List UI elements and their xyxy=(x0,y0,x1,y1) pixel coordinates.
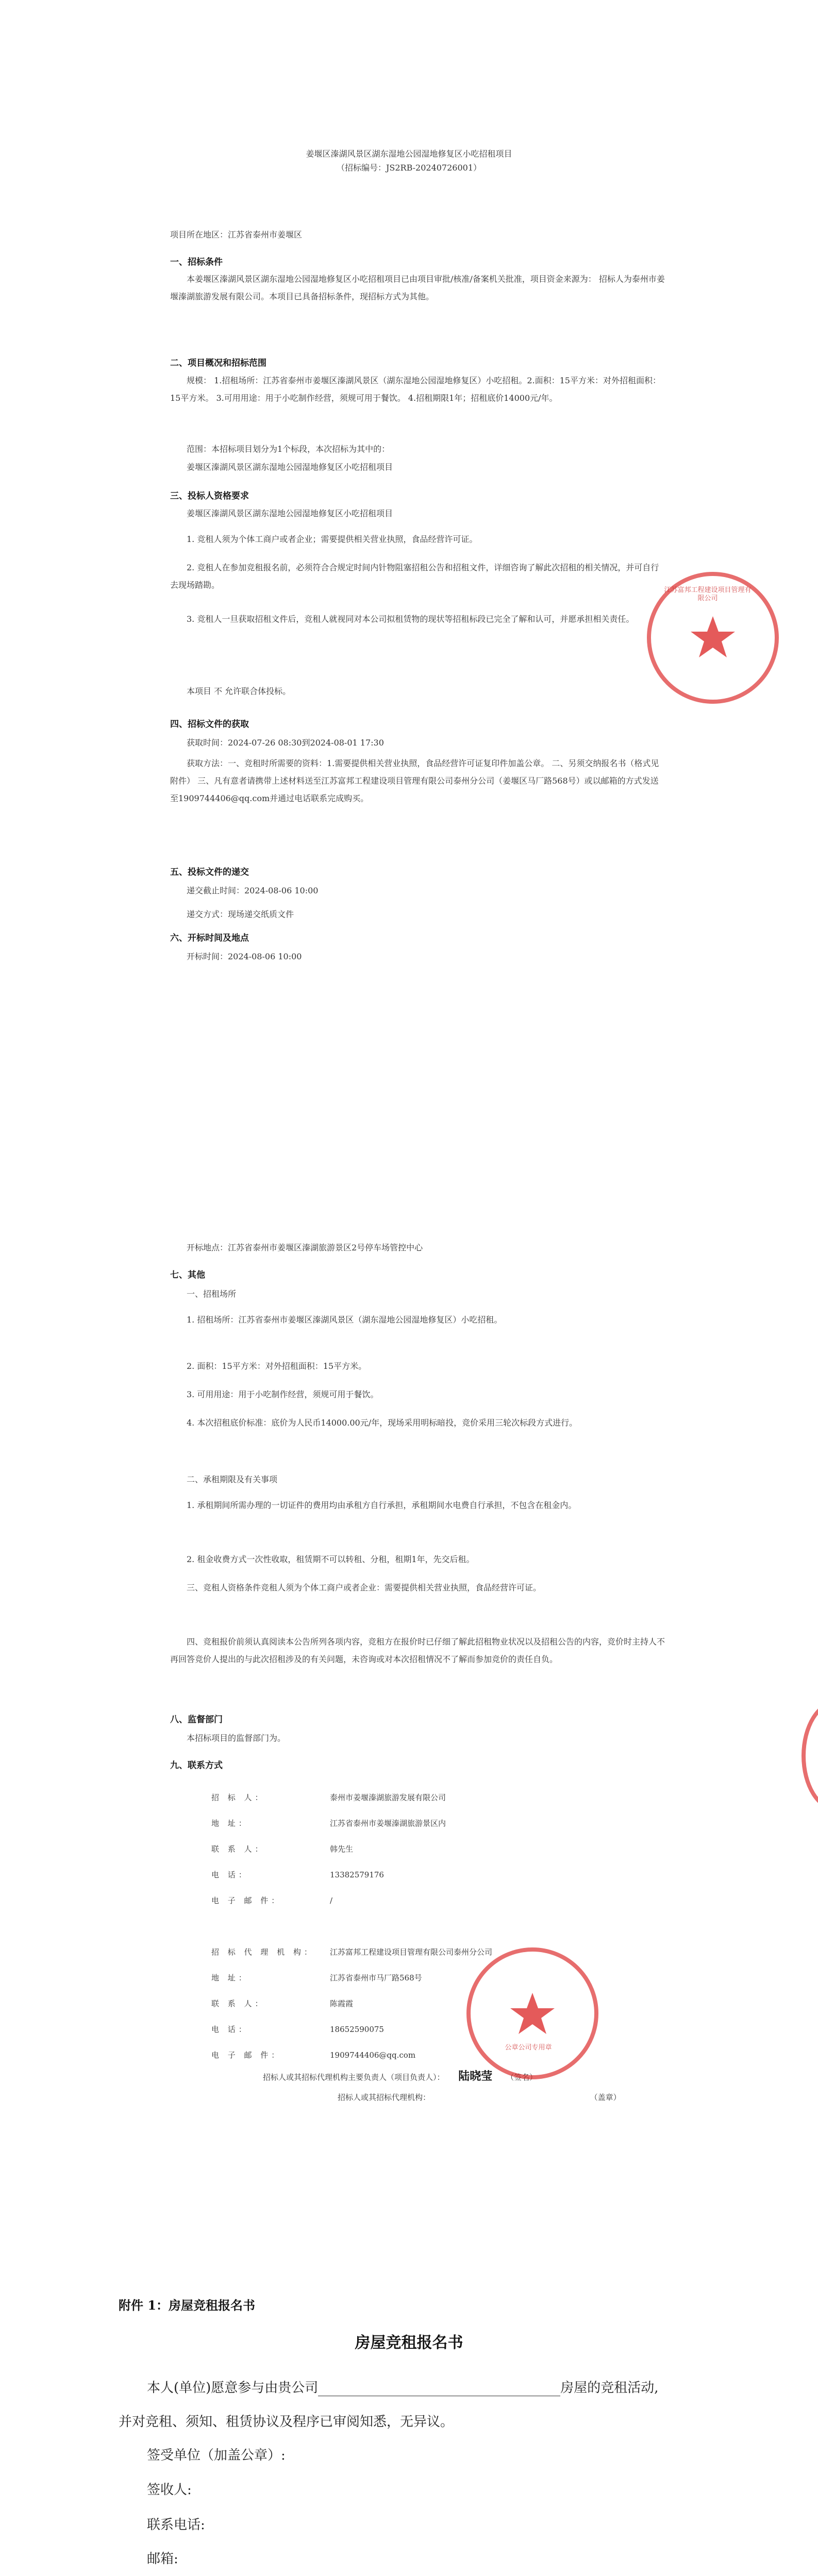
contact-row xyxy=(211,1895,332,1906)
form-line: 并对竞租、须知、租赁协议及程序已审阅知悉，无异议。 xyxy=(119,2414,454,2430)
section-heading: 五、投标文件的递交 xyxy=(170,867,249,877)
section-heading: 四、招标文件的获取 xyxy=(170,719,249,730)
contact-label: 电 子 邮 件： xyxy=(211,1896,282,1905)
project-location: 项目所在地区：江苏省泰州市姜堰区 xyxy=(170,230,303,240)
section-body: 一、招租场所 xyxy=(187,1289,237,1299)
form-field-phone: 联系电话: xyxy=(147,2517,205,2533)
section-body: 1. 承租期间所需办理的一切证件的费用均由承租方自行承担，承租期间水电费自行承担，不包含在租金内。 xyxy=(187,1500,577,1510)
stamp-label: 招标人或其招标代理机构： xyxy=(338,2093,431,2102)
contact-value: 泰州市姜堰溱湖旅游发展有限公司 xyxy=(330,1793,446,1802)
form-text-start: 本人(单位)愿意参与由贵公司 xyxy=(147,2380,319,2396)
contact-value: 13382579176 xyxy=(330,1870,384,1879)
contact-value: 1909744406@qq.com xyxy=(330,2050,416,2060)
section-body: 规模： 1.招租场所：江苏省泰州市姜堰区溱湖风景区（湖东湿地公园湿地修复区）小吃招租。2.面积：15平方米：对外招租面积：15平方米。 3.可用用途：用于小吃制作经营，须规可用于餐饮。 4.招租期限1年；招租底价14000元/年。 xyxy=(170,376,661,403)
contact-label: 地 址： xyxy=(211,1819,249,1828)
company-seal xyxy=(466,1947,598,2079)
document-code: （招标编号：JS2RB-20240726001） xyxy=(336,163,482,173)
section-heading: 七、其他 xyxy=(170,1270,205,1280)
contact-row xyxy=(211,1998,353,2009)
contact-value: 18652590075 xyxy=(330,2025,384,2034)
section-body: 四、竞租报价前须认真阅读本公告所列各项内容，竞租方在报价时已仔细了解此招租物业状况以及招租公告的内容，竞价时主持人不再回答竞价人提出的与此次招租涉及的有关问题，未咨询或对本次招租情况不了解而参加竞价的责任自负。 xyxy=(170,1637,665,1664)
contact-label: 电 话： xyxy=(211,2025,249,2034)
contact-label: 招 标 代 理 机 构： xyxy=(211,1947,315,1957)
contact-value: 江苏富邦工程建设项目管理有限公司泰州分公司 xyxy=(330,1947,493,1957)
section-body: 姜堰区溱湖风景区湖东湿地公园湿地修复区小吃招租项目 xyxy=(187,462,393,472)
section-body: 范围：本招标项目划分为1个标段，本次招标为其中的： xyxy=(187,444,390,454)
contact-row xyxy=(211,1869,384,1880)
signature-suffix: （签名） xyxy=(506,2073,538,2082)
section-body: 3. 竞租人一旦获取招租文件后，竞租人就视同对本公司拟租赁物的现状等招租标段已完全了解和认可，并愿承担相关责任。 xyxy=(187,614,635,624)
contact-value: 江苏省泰州市姜堰溱湖旅游景区内 xyxy=(330,1819,446,1828)
contact-row xyxy=(211,1972,422,1983)
section-body: 开标地点：江苏省泰州市姜堰区溱湖旅游景区2号停车场管控中心 xyxy=(187,1243,423,1252)
contact-row xyxy=(211,2024,384,2035)
section-body: 4. 本次招租底价标准：底价为人民币14000.00元/年，现场采用明标暗投，竞价采用三轮次标段方式进行。 xyxy=(187,1418,578,1428)
company-seal xyxy=(647,572,779,704)
signature-name: 陆晓莹 xyxy=(458,2070,493,2083)
contact-row xyxy=(211,1818,446,1828)
contact-row xyxy=(211,2049,415,2060)
section-body: 递交方式：现场递交纸质文件 xyxy=(187,909,294,919)
section-body: 1. 招租场所：江苏省泰州市姜堰区溱湖风景区（湖东湿地公园湿地修复区）小吃招租。 xyxy=(187,1315,503,1325)
property-blank[interactable] xyxy=(318,2382,560,2396)
form-field-signer: 签收人: xyxy=(147,2482,192,2498)
section-body: 本招标项目的监督部门为。 xyxy=(187,1733,286,1743)
section-heading: 一、招标条件 xyxy=(170,257,223,267)
contact-value: 陈霞霞 xyxy=(330,1999,354,2008)
contact-row xyxy=(211,1946,492,1957)
seal-text: 江苏富邦工程建设项目管理有限公司 xyxy=(664,586,752,602)
section-body: 开标时间：2024-08-06 10:00 xyxy=(187,952,302,961)
contact-row xyxy=(211,1843,353,1854)
contact-label: 电 子 邮 件： xyxy=(211,2050,282,2060)
document-title: 姜堰区溱湖风景区湖东湿地公园湿地修复区小吃招租项目 xyxy=(306,149,512,159)
section-body: 本项目 不 允许联合体投标。 xyxy=(187,686,291,696)
section-heading: 三、投标人资格要求 xyxy=(170,491,249,501)
seal-graphic xyxy=(471,1952,594,2075)
company-seal-partial xyxy=(802,1700,818,1811)
seal-subtext: 公章公司专用章 xyxy=(505,2044,552,2052)
contact-label: 联 系 人： xyxy=(211,1999,266,2008)
section-body: 2. 租金收费方式一次性收取，租赁期不可以转租、分租，租期1年，先交后租。 xyxy=(187,1554,475,1564)
contact-value: / xyxy=(330,1896,333,1905)
section-body: 3. 可用用途：用于小吃制作经营，须规可用于餐饮。 xyxy=(187,1389,379,1399)
signature-label: 招标人或其招标代理机构主要负责人（项目负责人）： xyxy=(263,2073,445,2082)
form-text-end: 房屋的竞租活动, xyxy=(560,2380,659,2396)
contact-label: 招 标 人： xyxy=(211,1793,266,1802)
form-field-email: 邮箱: xyxy=(147,2551,178,2567)
contact-label: 电 话： xyxy=(211,1870,249,1879)
section-body: 获取方法：一、竞租时所需要的资料：1.需要提供相关营业执照，食品经营许可证复印件加盖公章。 二、另须交纳报名书（格式见附件） 三、凡有意者请携带上述材料送至江苏富邦工程建设项目管理有限公司泰州分公司（姜堰区马厂路568号）或以邮箱的方式发送至1909744406@qq.com并通过电话联系完成购买。 xyxy=(170,758,659,803)
section-body: 二、承租期限及有关事项 xyxy=(187,1475,278,1484)
form-field-unit: 签受单位（加盖公章）: xyxy=(147,2448,286,2463)
section-heading: 九、联系方式 xyxy=(170,1760,223,1771)
contact-label: 地 址： xyxy=(211,1973,249,1982)
section-body: 三、竞租人资格条件竞租人须为个体工商户或者企业：需要提供相关营业执照，食品经营许可证。 xyxy=(187,1583,542,1592)
contact-label: 联 系 人： xyxy=(211,1844,266,1854)
section-body: 2. 面积：15平方米：对外招租面积：15平方米。 xyxy=(187,1361,367,1371)
contact-value: 韩先生 xyxy=(330,1844,354,1854)
section-body: 1. 竞租人须为个体工商户或者企业；需要提供相关营业执照，食品经营许可证。 xyxy=(187,534,478,544)
section-body: 姜堰区溱湖风景区湖东湿地公园湿地修复区小吃招租项目 xyxy=(187,509,393,518)
section-body: 获取时间：2024-07-26 08:30到2024-08-01 17:30 xyxy=(187,738,384,748)
section-heading: 六、开标时间及地点 xyxy=(170,933,249,943)
section-heading: 二、项目概况和招标范围 xyxy=(170,358,266,368)
attachment-heading: 附件 1：房屋竞租报名书 xyxy=(119,2298,256,2313)
section-heading: 八、监督部门 xyxy=(170,1715,223,1725)
stamp-line xyxy=(338,2092,621,2103)
section-body: 本姜堰区溱湖风景区湖东湿地公园湿地修复区小吃招租项目已由项目审批/核准/备案机关批准，项目资金来源为： 招标人为泰州市姜堰溱湖旅游发展有限公司。本项目已具备招标条件，现招标方式为其他。 xyxy=(170,274,665,301)
form-line xyxy=(147,2377,659,2396)
section-body: 2. 竞租人在参加竞租报名前，必须符合合规定时间内针物阻塞招租公告和招租文件，详细咨询了解此次招租的相关情况，并可自行去现场踏勘。 xyxy=(170,563,659,590)
contact-value: 江苏省泰州市马厂路568号 xyxy=(330,1973,422,1982)
contact-row xyxy=(211,1792,446,1803)
section-body: 递交截止时间：2024-08-06 10:00 xyxy=(187,886,319,895)
stamp-suffix: （盖章） xyxy=(590,2093,621,2102)
attachment-title: 房屋竞租报名书 xyxy=(355,2334,463,2352)
